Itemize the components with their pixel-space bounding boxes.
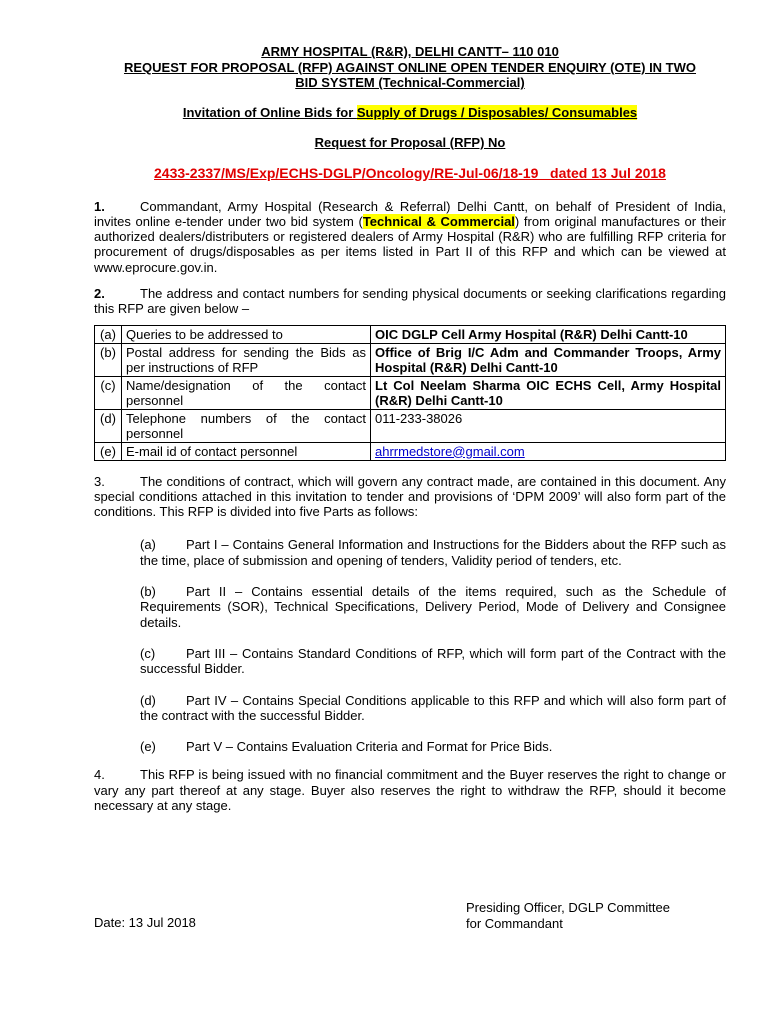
invitation-prefix: Invitation of Online Bids for xyxy=(182,104,357,120)
header-line-3: BID SYSTEM (Technical-Commercial) xyxy=(295,75,525,90)
part-item-text: Part II – Contains essential details of the items required, such as the Schedule of Requirements (SOR), Technical Specifications, Delivery Period, Mode of Delivery and Consignee details. xyxy=(140,584,726,630)
paragraph-2 xyxy=(94,286,726,317)
table-cell-value: Office of Brig I/C Adm and Commander Troops, Army Hospital (R&R) Delhi Cantt-10 xyxy=(371,343,726,376)
table-row xyxy=(95,376,726,409)
part-item-text: Part I – Contains General Information and Instructions for the Bidders about the RFP such as the time, place of submission and opening of tenders, Validity period of tenders, etc. xyxy=(140,537,726,568)
part-item-label: (d) xyxy=(140,692,156,708)
paragraph-2-number: 2. xyxy=(94,285,105,301)
rfp-label: Request for Proposal (RFP) No xyxy=(314,134,506,150)
table-row xyxy=(95,343,726,376)
signature-line-2: for Commandant xyxy=(466,915,563,931)
document-page xyxy=(94,44,726,813)
part-item-text: Part V – Contains Evaluation Criteria and Format for Price Bids. xyxy=(186,739,553,755)
paragraph-3-number: 3. xyxy=(94,473,105,489)
table-cell-value: OIC DGLP Cell Army Hospital (R&R) Delhi Cantt-10 xyxy=(371,325,726,343)
paragraph-3 xyxy=(94,474,726,520)
table-cell-sr: (b) xyxy=(95,343,122,376)
table-cell-item: E-mail id of contact personnel xyxy=(122,442,371,460)
table-cell-sr: (c) xyxy=(95,376,122,409)
part-item-c xyxy=(140,646,726,677)
paragraph-4 xyxy=(94,767,726,813)
paragraph-1 xyxy=(94,199,726,275)
email-link[interactable]: ahrrmedstore@gmail.com xyxy=(375,443,525,459)
contact-table xyxy=(94,325,726,461)
table-cell-value: Lt Col Neelam Sharma OIC ECHS Cell, Army Hospital (R&R) Delhi Cantt-10 xyxy=(371,376,726,409)
table-row xyxy=(95,442,726,460)
signature-line-1: Presiding Officer, DGLP Committee xyxy=(466,900,670,915)
part-item-d xyxy=(140,693,726,724)
table-cell-sr: (d) xyxy=(95,409,122,442)
part-item-label: (e) xyxy=(140,739,156,755)
table-cell-value xyxy=(371,442,726,460)
part-item-label: (b) xyxy=(140,584,156,600)
paragraph-4-text: This RFP is being issued with no financial commitment and the Buyer reserves the right to change or vary any part thereof at any stage. Buyer also reserves the right to withdraw the RFP, should it become necessary at any stage. xyxy=(94,767,726,814)
part-item-e xyxy=(140,739,726,754)
header-line-1: ARMY HOSPITAL (R&R), DELHI CANTT– 110 010 xyxy=(261,44,559,59)
signature-block xyxy=(466,900,670,931)
paragraph-1-number: 1. xyxy=(94,198,105,214)
table-cell-item: Telephone numbers of the contact personnel xyxy=(122,409,371,442)
table-row xyxy=(95,325,726,343)
part-item-text: Part IV – Contains Special Conditions applicable to this RFP and which will also form part of the contract with the successful Bidder. xyxy=(140,692,726,723)
invitation-highlight: Supply of Drugs / Disposables/ Consumables xyxy=(356,104,638,120)
header-title xyxy=(94,44,726,91)
header-line-2: REQUEST FOR PROPOSAL (RFP) AGAINST ONLINE OPEN TENDER ENQUIRY (OTE) IN TWO xyxy=(123,59,697,75)
part-item-label: (a) xyxy=(140,537,156,553)
paragraph-1-text-before: Commandant, Army Hospital (Research & Referral) Delhi Cantt, on behalf of President of India, invites online e-tender under two bid system ( xyxy=(94,198,726,229)
table-cell-value: 011-233-38026 xyxy=(371,409,726,442)
part-item-a xyxy=(140,537,726,568)
rfp-number: 2433-2337/MS/Exp/ECHS-DGLP/Oncology/RE-Jul-06/18-19 dated 13 Jul 2018 xyxy=(154,164,666,181)
paragraph-2-text: The address and contact numbers for sending physical documents or seeking clarifications regarding this RFP are given below – xyxy=(94,285,726,317)
table-cell-item: Postal address for sending the Bids as per instructions of RFP xyxy=(122,343,371,376)
part-item-label: (c) xyxy=(140,645,156,661)
document-date: Date: 13 Jul 2018 xyxy=(94,915,196,930)
part-item-text: Part III – Contains Standard Conditions of RFP, which will form part of the Contract with the successful Bidder. xyxy=(140,645,726,677)
part-item-b xyxy=(140,584,726,630)
paragraph-1-text-after: ) from original manufactures or their authorized dealers/distributers or registered dealers of Army Hospital (R&R) who are fulfilling RFP criteria for procurement of drugs/disposables as per items listed in Part II of this RFP and which can be viewed at www.eprocure.gov.in. xyxy=(94,213,726,275)
paragraph-4-number: 4. xyxy=(94,767,105,783)
paragraph-3-text: The conditions of contract, which will govern any contract made, are contained in this document. Any special conditions attached in this invitation to tender and provisions of ‘DPM 2009’ will also form part of the conditions. This RFP is divided into five Parts as follows: xyxy=(94,473,726,520)
table-cell-sr: (e) xyxy=(95,442,122,460)
table-cell-sr: (a) xyxy=(95,325,122,343)
table-cell-item: Queries to be addressed to xyxy=(122,325,371,343)
invitation-line xyxy=(94,105,726,121)
table-row xyxy=(95,409,726,442)
paragraph-1-highlight: Technical & Commercial xyxy=(362,213,515,229)
table-cell-item: Name/designation of the contact personnel xyxy=(122,376,371,409)
